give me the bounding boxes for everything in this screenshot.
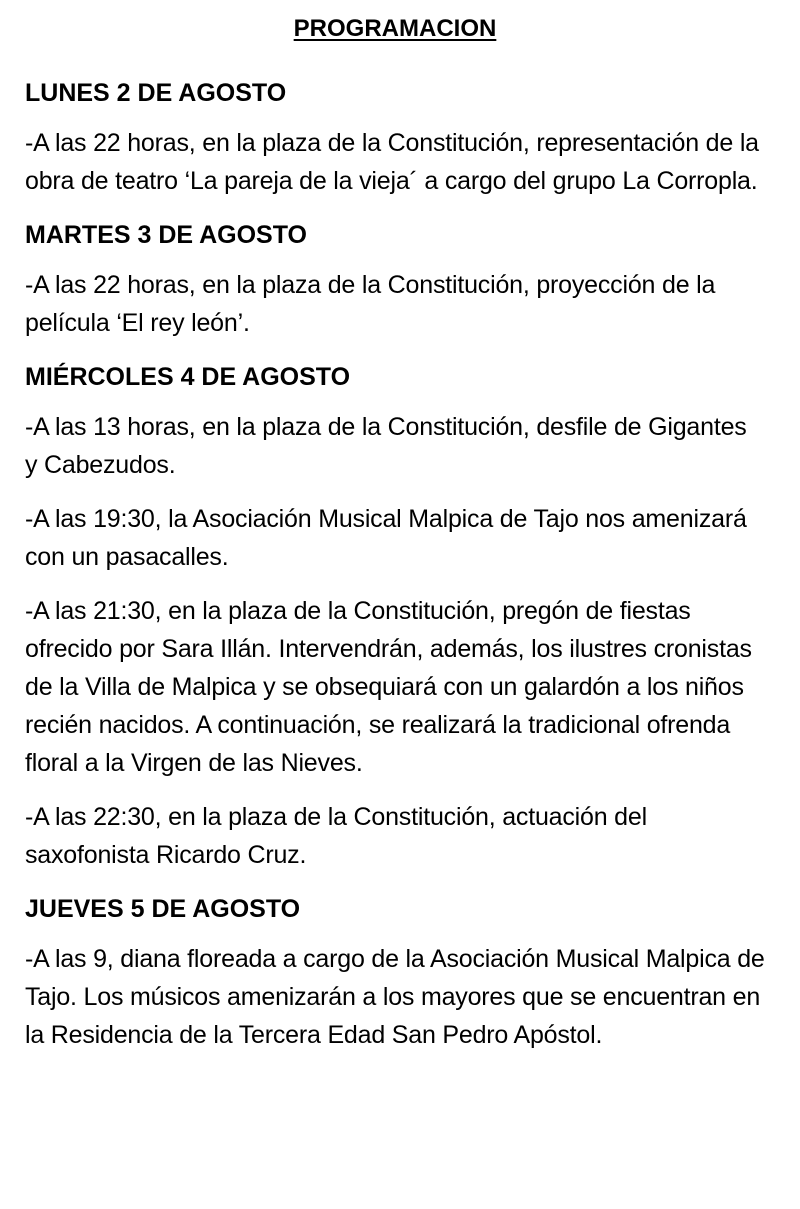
page-title: PROGRAMACION <box>293 15 497 42</box>
day-heading: JUEVES 5 DE AGOSTO <box>25 895 301 923</box>
day-heading: LUNES 2 DE AGOSTO <box>25 79 287 107</box>
day-section-tuesday <box>25 216 765 342</box>
programme-document <box>25 10 765 1070</box>
event-entry: -A las 13 horas, en la plaza de la Constitución, desfile de Gigantes y Cabezudos. <box>25 413 747 479</box>
event-entry: -A las 22 horas, en la plaza de la Constitución, proyección de la película ‘El rey león’. <box>25 271 716 337</box>
event-entry: -A las 9, diana floreada a cargo de la Asociación Musical Malpica de Tajo. Los músicos amenizarán a los mayores que se encuentran en la Residencia de la Tercera Edad San Pedro Apóstol. <box>25 945 765 1049</box>
day-section-thursday <box>25 890 765 1054</box>
day-heading: MARTES 3 DE AGOSTO <box>25 221 307 249</box>
day-section-monday <box>25 74 765 200</box>
event-entry: -A las 21:30, en la plaza de la Constitución, pregón de fiestas ofrecido por Sara Illán. Intervendrán, además, los ilustres cronistas de la Villa de Malpica y se obsequiará con un galardón a los niños recién nacidos. A continuación, se realizará la tradicional ofrenda floral a la Virgen de las Nieves. <box>25 597 752 777</box>
event-entry: -A las 22 horas, en la plaza de la Constitución, representación de la obra de teatro ‘La pareja de la vieja´ a cargo del grupo La Corropla. <box>25 129 759 195</box>
day-heading: MIÉRCOLES 4 DE AGOSTO <box>25 363 351 391</box>
event-entry: -A las 22:30, en la plaza de la Constitución, actuación del saxofonista Ricardo Cruz. <box>25 803 647 869</box>
event-entry: -A las 19:30, la Asociación Musical Malpica de Tajo nos amenizará con un pasacalles. <box>25 505 747 571</box>
day-section-wednesday <box>25 358 765 874</box>
